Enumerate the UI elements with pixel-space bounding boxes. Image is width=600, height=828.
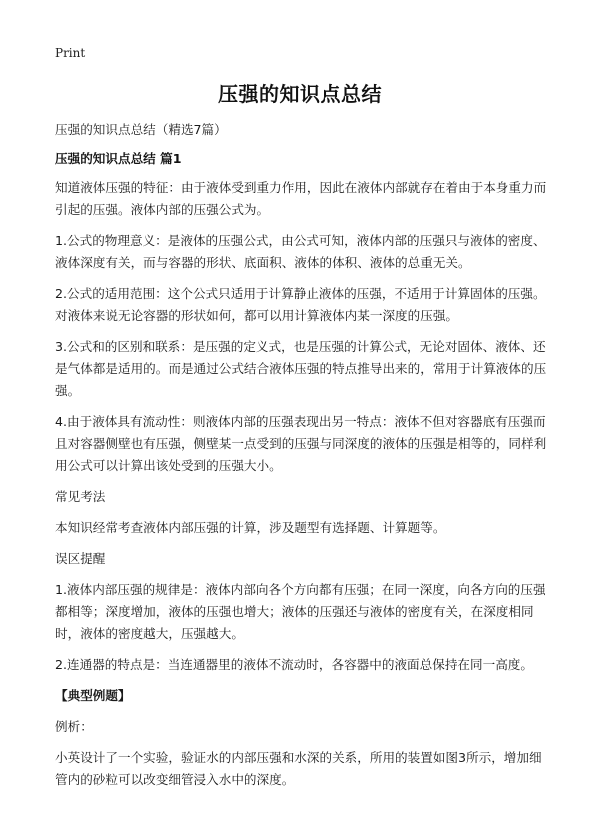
paragraph-exam: 本知识经常考查液体内部压强的计算，涉及题型有选择题、计算题等。 bbox=[55, 520, 446, 535]
paragraph-formula-meaning: 1.公式的物理意义：是液体的压强公式，由公式可知，液体内部的压强只与液体的密度、液体深度有关，而与容器的形状、底面积、液体的体积、液体的总重无关。 bbox=[55, 233, 546, 270]
analysis-label: 例析： bbox=[55, 719, 93, 734]
mistake-heading: 误区提醒 bbox=[55, 551, 106, 566]
paragraph-experiment: 小英设计了一个实验，验证水的内部压强和水深的关系，所用的装置如图3所示，增加细管内的砂粒可以改变细管浸入水中的深度。 bbox=[55, 750, 542, 787]
exam-heading: 常见考法 bbox=[55, 489, 106, 504]
paragraph-intro: 知道液体压强的特征：由于液体受到重力作用，因此在液体内部就存在着由于本身重力而引起的压强。液体内部的压强公式为。 bbox=[55, 180, 547, 217]
paragraph-fluidity: 4.由于液体具有流动性：则液体内部的压强表现出另一特点：液体不但对容器底有压强而且对容器侧壁也有压强，侧壁某一点受到的压强与同深度的液体的压强是相等的，同样利用公式可以计算出该处受到的压强大小。 bbox=[55, 414, 547, 473]
paragraph-formula-difference: 3.公式和的区别和联系：是压强的定义式，也是压强的计算公式，无论对固体、液体、还是气体都是适用的。而是通过公式结合液体压强的特点推导出来的，常用于计算液体的压强。 bbox=[55, 339, 547, 398]
document-subtitle: 压强的知识点总结（精选7篇） bbox=[55, 122, 227, 137]
section-heading: 压强的知识点总结 篇1 bbox=[55, 151, 182, 166]
paragraph-mistake-2: 2.连通器的特点是：当连通器里的液体不流动时，各容器中的液面总保持在同一高度。 bbox=[55, 657, 533, 672]
paragraph-formula-scope: 2.公式的适用范围：这个公式只适用于计算静止液体的压强，不适用于计算固体的压强。对液体来说无论容器的形状如何，都可以用计算液体内某一深度的压强。 bbox=[55, 286, 546, 323]
document-title: 压强的知识点总结 bbox=[218, 82, 382, 106]
paragraph-mistake-1: 1.液体内部压强的规律是：液体内部向各个方向都有压强；在同一深度，向各方向的压强都相等；深度增加，液体的压强也增大；液体的压强还与液体的密度有关，在深度相同时，液体的密度越大，压强越大。 bbox=[55, 582, 546, 641]
print-label: Print bbox=[55, 46, 86, 60]
example-heading: 【典型例题】 bbox=[55, 688, 131, 703]
document-body bbox=[55, 119, 550, 800]
